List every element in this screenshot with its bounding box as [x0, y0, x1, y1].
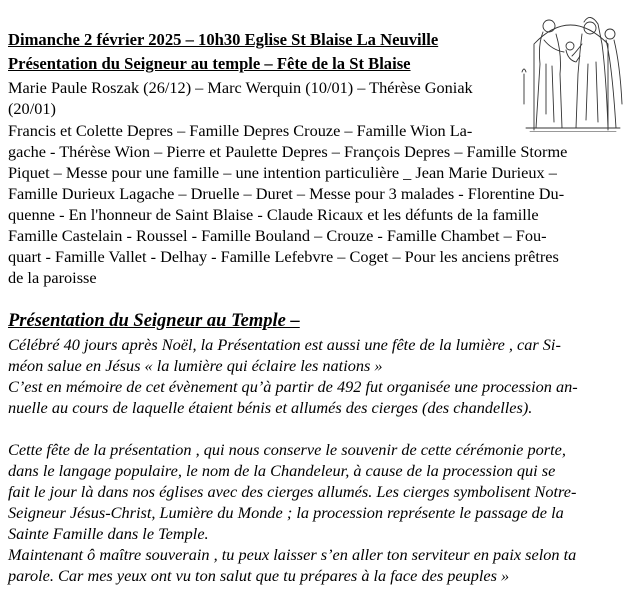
intention-line: Francis et Colette Depres – Famille Depres Crouze – Famille Wion La- — [8, 121, 473, 140]
intention-line: (20/01) — [8, 99, 56, 118]
intention-line: Marie Paule Roszak (26/12) – Marc Werquin (10/01) – Thérèse Goniak — [8, 78, 473, 97]
section-text-line: Cette fête de la présentation , qui nous conserve le souvenir de cette cérémonie porte, — [8, 440, 566, 459]
section-text-line: Seigneur Jésus-Christ, Lumière du Monde ; la procession représente le passage de la — [8, 503, 564, 522]
section-text-line: Maintenant ô maître souverain , tu peux laisser s’en aller ton serviteur en paix selon ta — [8, 545, 577, 564]
section-text-line: parole. Car mes yeux ont vu ton salut que tu prépares à la face des peuples » — [8, 566, 510, 585]
intention-line: Piquet – Messe pour une famille – une intention particulière _ Jean Marie Durieux – — [8, 163, 557, 182]
section-text-line: dans le langage populaire, le nom de la Chandeleur, à cause de la procession qui se — [8, 461, 556, 480]
section-text-line: fait le jour là dans nos églises avec des cierges allumés. Les cierges symbolisent Notre- — [8, 482, 577, 501]
intention-line: Famille Durieux Lagache – Druelle – Duret – Messe pour 3 malades - Florentine Du- — [8, 184, 565, 203]
section-text-line: Célébré 40 jours après Noël, la Présentation est aussi une fête de la lumière , car Si- — [8, 335, 561, 354]
section-text-line: Sainte Famille dans le Temple. — [8, 524, 209, 543]
presentation-illustration — [516, 4, 624, 132]
section-text-line: nuelle au cours de laquelle étaient bénis et allumés des cierges (des chandelles). — [8, 398, 533, 417]
section-title: Présentation du Seigneur au Temple – — [8, 311, 300, 331]
section-text-line: C’est en mémoire de cet évènement qu’à partir de 492 fut organisée une procession an- — [8, 377, 578, 396]
event-subtitle: Présentation du Seigneur au temple – Fête de la St Blaise — [8, 54, 411, 73]
section-text-line: méon salue en Jésus « la lumière qui éclaire les nations » — [8, 356, 383, 375]
event-date-line: Dimanche 2 février 2025 – 10h30 Eglise St Blaise La Neuville — [8, 30, 439, 49]
intention-line: quart - Famille Vallet - Delhay - Famille Lefebvre – Coget – Pour les anciens prêtres — [8, 247, 559, 266]
intention-line: quenne - En l'honneur de Saint Blaise - Claude Ricaux et les défunts de la famille — [8, 205, 539, 224]
intention-line: gache - Thérèse Wion – Pierre et Paulette Depres – François Depres – Famille Storme — [8, 142, 568, 161]
intention-line: de la paroisse — [8, 268, 97, 287]
intention-line: Famille Castelain - Roussel - Famille Bouland – Crouze - Famille Chambet – Fou- — [8, 226, 547, 245]
